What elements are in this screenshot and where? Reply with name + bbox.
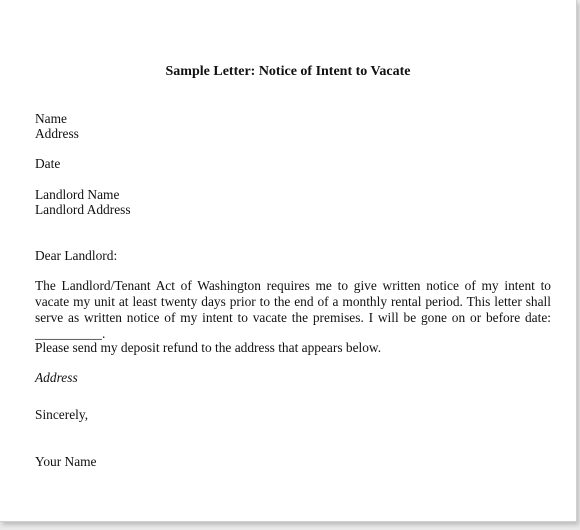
letter-title: Sample Letter: Notice of Intent to Vacate xyxy=(165,64,411,79)
sender-name: Name xyxy=(35,111,67,126)
landlord-name: Landlord Name xyxy=(35,187,120,202)
signature: Your Name xyxy=(35,454,97,469)
forwarding-address: Address xyxy=(35,370,78,385)
closing: Sincerely, xyxy=(35,407,89,422)
salutation: Dear Landlord: xyxy=(35,248,118,263)
sender-address: Address xyxy=(35,126,79,141)
body-paragraph: The Landlord/Tenant Act of Washington requires me to give written notice of my intent to vacate my unit at least twenty days prior to the end of a monthly rental period. This letter shall serve as written notice of my intent to vacate the premises. I will be gone on or before date: __________. xyxy=(35,278,551,341)
letter-date: Date xyxy=(35,156,61,171)
landlord-address: Landlord Address xyxy=(35,202,131,217)
deposit-request: Please send my deposit refund to the address that appears below. xyxy=(35,340,382,355)
